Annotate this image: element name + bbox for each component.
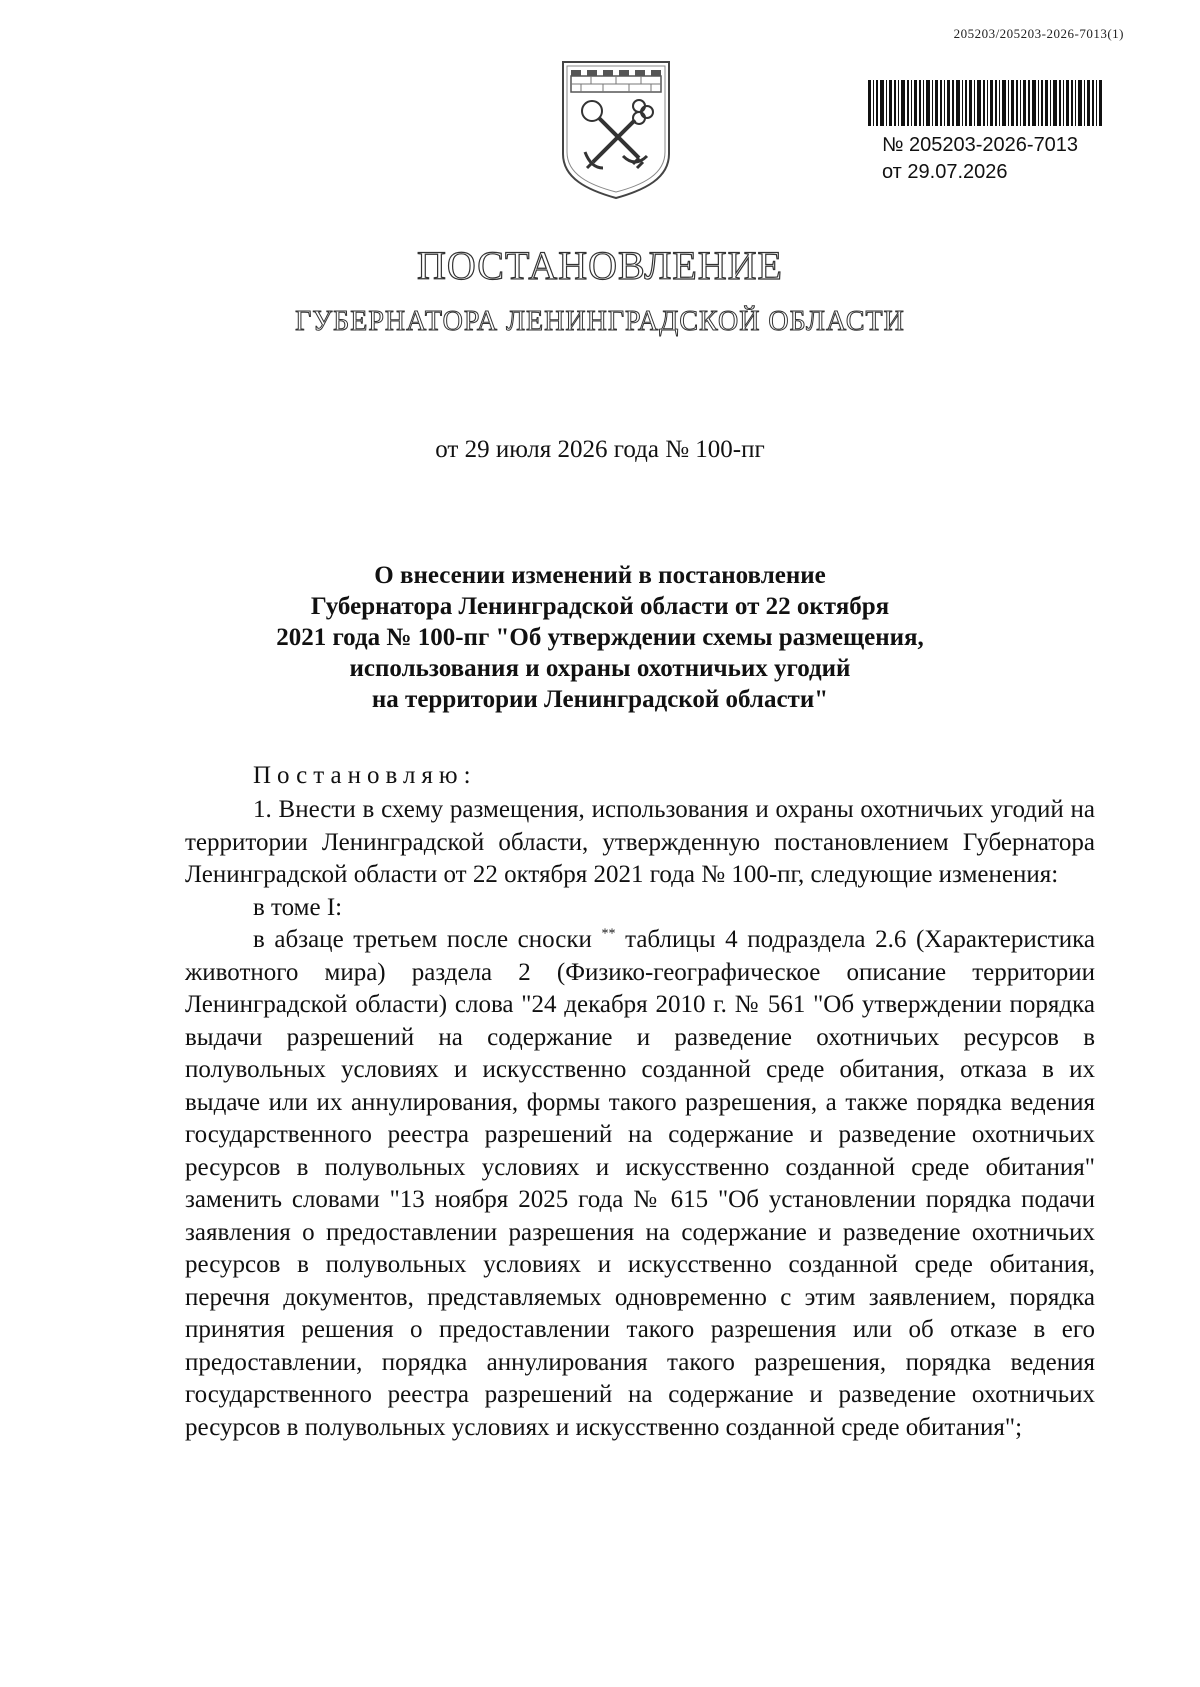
- title-line: Губернатора Ленинградской области от 22 октября: [310, 593, 890, 620]
- title-line: 2021 года № 100-пг "Об утверждении схемы размещения,: [276, 624, 924, 651]
- footnote-mark: **: [601, 926, 616, 942]
- issuer-heading: ГУБЕРНАТОРА ЛЕНИНГРАДСКОЙ ОБЛАСТИ: [295, 306, 905, 337]
- paragraph-3-after-footnote: таблицы 4 подраздела 2.6 (Характеристика животного мира) раздела 2 (Физико-географическое описание территории Ленинградской области) слова "24 декабря 2010 г. № 561 "Об утверждении порядка выдачи разрешений на содержание и разведение охотничьих ресурсов в полувольных условиях и искусственно созданной среде обитания, отказа в их выдаче или их аннулирования, формы такого разрешения, а также порядка ведения государственного реестра разрешений на содержание и разведение охотничьих ресурсов в полувольных условиях и искусственно созданной среде обитания" заменить словами "13 ноября 2025 года № 615 "Об установлении порядка подачи заявления о предоставлении разрешения на содержание и разведение охотничьих ресурсов в полувольных условиях и искусственно созданной среде обитания, перечня документов, представляемых одновременно с этим заявлением, порядка принятия решения о предоставлении такого разрешения или об отказе в его предоставлении, порядка аннулирования такого разрешения, порядка ведения государственного реестра разрешений на содержание и разведение охотничьих ресурсов в полувольных условиях и искусственно созданной среде обитания";: [185, 926, 1096, 1441]
- document-body: [185, 794, 1095, 1444]
- paragraph-1: 1. Внести в схему размещения, использования и охраны охотничьих угодий на территории Ленинградской области, утвержденную постановлением Губернатора Ленинградской области от 22 октября 2021 года № 100-пг, следующие изменения:: [185, 796, 1095, 888]
- paragraph-3: [185, 924, 1095, 1444]
- document-type-heading: ПОСТАНОВЛЕНИЕ: [417, 243, 783, 288]
- title-line: на территории Ленинградской области": [371, 686, 829, 713]
- document-title: [0, 560, 1200, 715]
- title-line: использования и охраны охотничьих угодий: [349, 655, 851, 682]
- document-date-number: от 29 июля 2026 года № 100-пг: [435, 436, 765, 463]
- barcode: [868, 80, 1104, 126]
- registration-date: от 29.07.2026: [882, 161, 1008, 183]
- resolve-heading: Постановляю:: [253, 762, 477, 789]
- registration-number: № 205203-2026-7013: [882, 134, 1079, 156]
- coat-of-arms-emblem: [557, 56, 675, 202]
- paragraph-2: в томе I:: [253, 893, 343, 921]
- title-line: О внесении изменений в постановление: [374, 562, 826, 589]
- document-id: 205203/205203-2026-7013(1): [953, 26, 1124, 41]
- registration-block: [882, 132, 1078, 186]
- paragraph-3-before-footnote: в абзаце третьем после сноски: [253, 926, 592, 953]
